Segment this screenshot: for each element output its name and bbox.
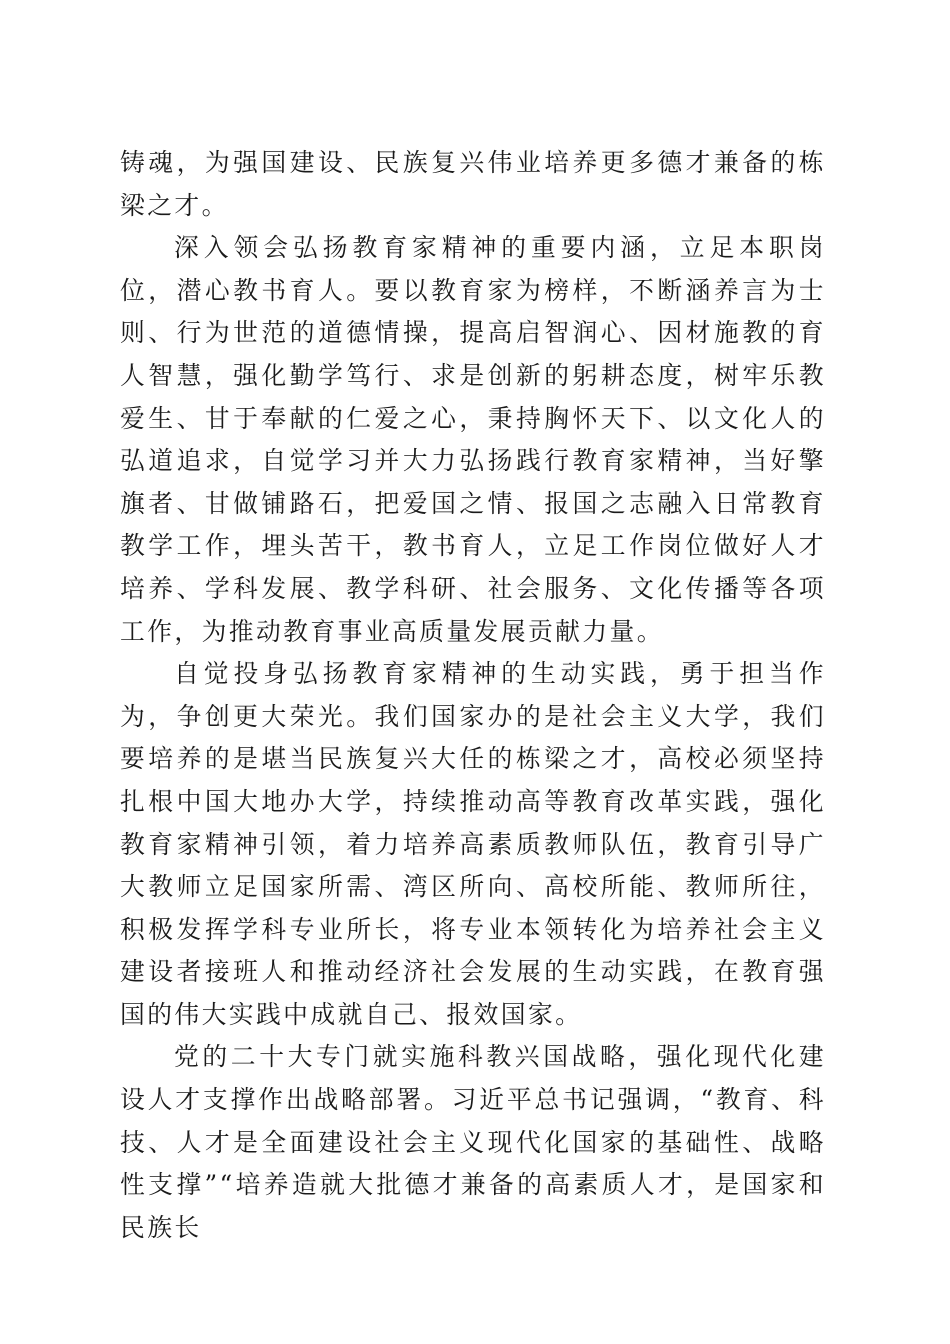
paragraph-educator-spirit-connotation: 深入领会弘扬教育家精神的重要内涵，立足本职岗位，潜心教书育人。要以教育家为榜样，不断涵养言为士则、行为世范的道德情操，提高启智润心、因材施教的育人智慧，强化勤学笃行、求是创新的躬耕态度，树牢乐教爱生、甘于奉献的仁爱之心，秉持胸怀天下、以文化人的弘道追求，自觉学习并大力弘扬践行教育家精神，当好擎旗者、甘做铺路石，把爱国之情、报国之志融入日常教育教学工作，埋头苦干，教书育人，立足工作岗位做好人才培养、学科发展、教学科研、社会服务、文化传播等各项工作，为推动教育事业高质量发展贡献力量。 <box>120 233 826 646</box>
paragraph-continuation: 铸魂，为强国建设、民族复兴伟业培养更多德才兼备的栋梁之才。 <box>120 148 826 220</box>
paragraph-educator-spirit-practice: 自觉投身弘扬教育家精神的生动实践，勇于担当作为，争创更大荣光。我们国家办的是社会主义大学，我们要培养的是堪当民族复兴大任的栋梁之才，高校必须坚持扎根中国大地办大学，持续推动高等教育改革实践，强化教育家精神引领，着力培养高素质教师队伍，教育引导广大教师立足国家所需、湾区所向、高校所能、教师所往，积极发挥学科专业所长，将专业本领转化为培养社会主义建设者接班人和推动经济社会发展的生动实践，在教育强国的伟大实践中成就自己、报效国家。 <box>120 659 826 1029</box>
document-body <box>120 142 826 1249</box>
paragraph-twentieth-congress: 党的二十大专门就实施科教兴国战略，强化现代化建设人才支撑作出战略部署。习近平总书记强调，“教育、科技、人才是全面建设社会主义现代化国家的基础性、战略性支撑”“培养造就大批德才兼备的高素质人才，是国家和民族长 <box>120 1042 826 1242</box>
